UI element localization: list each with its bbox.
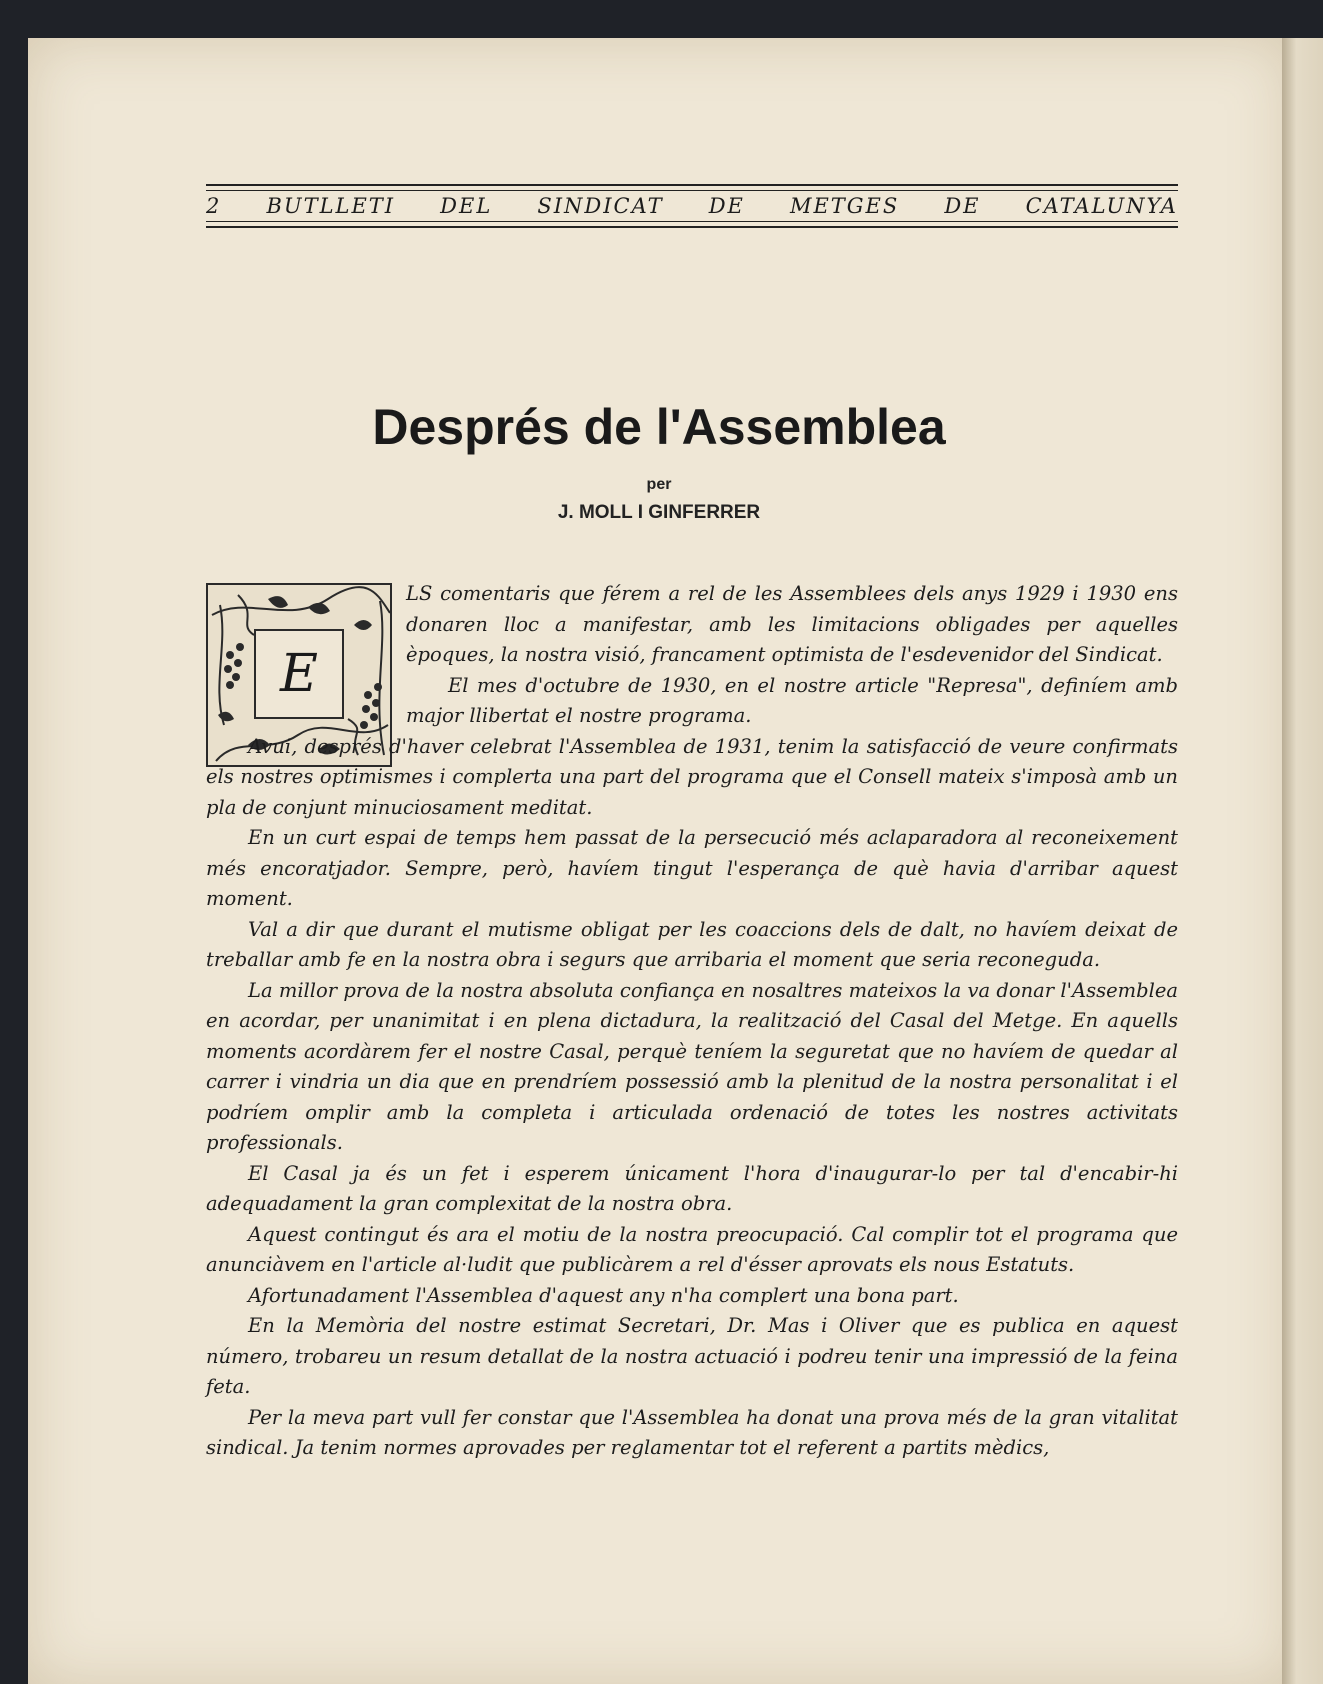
running-head-rule-top <box>206 184 1178 191</box>
printed-page <box>28 38 1290 1684</box>
running-title-word: SINDICAT <box>537 194 664 218</box>
running-title-word: DE <box>944 194 981 218</box>
byline-per: per <box>646 476 672 493</box>
paragraph: Per la meva part vull fer constar que l'Assemblea ha donat una prova més de la gran vitalitat sindical. Ja tenim normes aprovades per reglamentar tot el referent a partits mèdics, <box>206 1405 1178 1459</box>
article-author: J. MOLL I GINFERRER <box>557 502 761 523</box>
paragraph: El mes d'octubre de 1930, en el nostre article "Represa", definíem amb major llibertat el nostre programa. <box>406 673 1178 727</box>
paragraph: En la Memòria del nostre estimat Secretari, Dr. Mas i Oliver que es publica en aquest número, trobareu un resum detallat de la nostra actuació i podreu tenir una impressió de la feina feta. <box>206 1314 1178 1398</box>
paragraph: El Casal ja és un fet i esperem únicament l'hora d'inaugurar-lo per tal d'encabir-hi adequadament la gran complexitat de la nostra obra. <box>206 1161 1178 1215</box>
dropcap-letter: E <box>254 629 344 719</box>
running-head <box>206 184 1178 228</box>
running-head-line <box>206 191 1178 221</box>
next-page-edge <box>1282 38 1323 1684</box>
running-title-word: DE <box>708 194 745 218</box>
running-title-word: METGES <box>789 194 900 218</box>
paragraph: LS comentaris que férem a rel de les Assemblees dels anys 1929 i 1930 ens donaren lloc a manifestar, amb les limitacions obligades per aquelles èpoques, la nostra visió, francament optimista de l'esdevenidor del Sindicat. <box>406 582 1178 666</box>
paragraph: Val a dir que durant el mutisme obligat per les coaccions dels de dalt, no havíem deixat de treballar amb fe en la nostra obra i segurs que arribaria el moment que seria reconeguda. <box>206 917 1178 971</box>
running-head-rule-bottom <box>206 221 1178 228</box>
running-title-word: CATALUNYA <box>1025 194 1178 218</box>
running-title-word: DEL <box>440 194 493 218</box>
article-title: Després de l'Assemblea <box>372 399 946 455</box>
paragraph: Aquest contingut és ara el motiu de la nostra preocupació. Cal complir tot el programa que anunciàvem en l'article al·ludit que publicàrem a rel d'ésser aprovats els nous Estatuts. <box>206 1222 1178 1276</box>
paragraph: Afortunadament l'Assemblea d'aquest any n'ha complert una bona part. <box>248 1283 959 1307</box>
page-number: 2 <box>206 194 222 218</box>
article-body <box>206 579 1178 1464</box>
paragraph: La millor prova de la nostra absoluta confiança en nosaltres mateixos la va donar l'Assemblea en acordar, per unanimitat i en plena dictadura, la realització del Casal del Metge. En aquells moments acordàrem fer el nostre Casal, perquè teníem la seguretat que no havíem de quedar al carrer i vindria un dia que en prendríem possessió amb la plenitud de la nostra personalitat i el podríem omplir amb la completa i articulada ordenació de totes les nostres activitats professionals. <box>206 978 1178 1154</box>
paragraph: En un curt espai de temps hem passat de la persecució més aclaparadora al reconeixement més encoratjador. Sempre, però, havíem tingut l'esperança de què havia d'arribar aquest moment. <box>206 826 1178 910</box>
paragraph: Avui, després d'haver celebrat l'Assemblea de 1931, tenim la satisfacció de veure confirmats els nostres optimismes i complerta una part del programa que el Consell mateix s'imposà amb un pla de conjunt minuciosament meditat. <box>206 734 1178 819</box>
running-title-word: BUTLLETI <box>266 194 396 218</box>
